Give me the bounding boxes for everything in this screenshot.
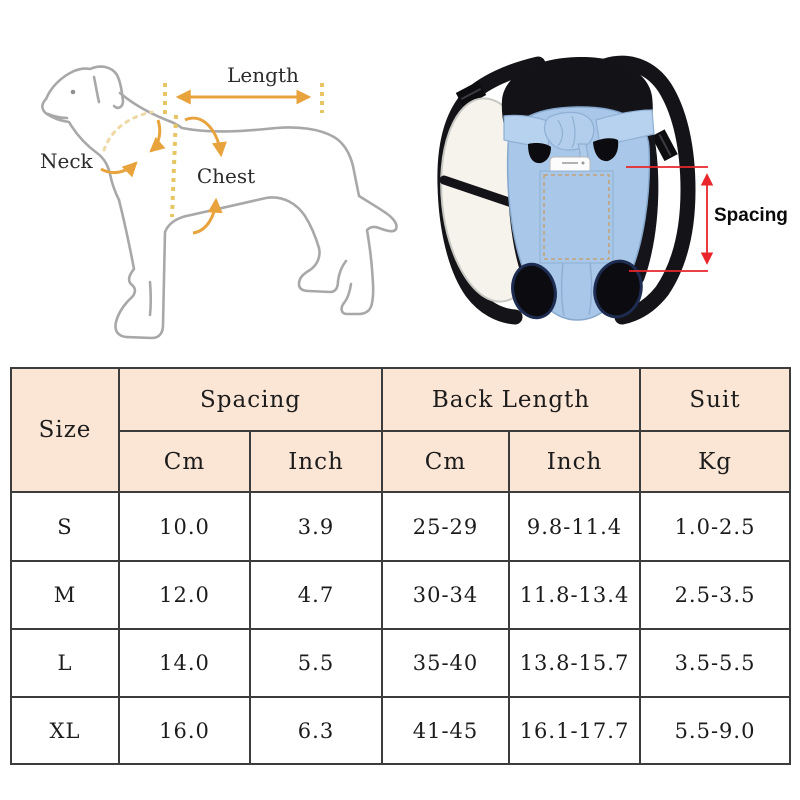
dog-ear-inner-line bbox=[94, 77, 99, 102]
table-cell: 5.5 bbox=[250, 629, 382, 697]
unit-header-spacing-cm: Cm bbox=[119, 431, 250, 492]
unit-header-back-inch: Inch bbox=[509, 431, 640, 492]
table-cell: 41-45 bbox=[382, 697, 509, 764]
col-header-size: Size bbox=[11, 368, 119, 492]
table-cell: 4.7 bbox=[250, 561, 382, 629]
neck-dotted-arc bbox=[104, 112, 152, 150]
neck-label: Neck bbox=[40, 149, 93, 173]
row-label: S bbox=[11, 492, 119, 561]
table-row-m bbox=[11, 561, 790, 629]
carrier-backpack-photo bbox=[400, 0, 800, 367]
chest-label: Chest bbox=[196, 164, 256, 188]
table-cell: 16.1-17.7 bbox=[509, 697, 640, 764]
length-measurement bbox=[165, 63, 322, 115]
col-header-back-length: Back Length bbox=[382, 368, 640, 431]
table-cell: 16.0 bbox=[119, 697, 250, 764]
chest-dashed-line bbox=[172, 115, 176, 217]
front-pocket bbox=[540, 171, 613, 263]
row-label: XL bbox=[11, 697, 119, 764]
table-cell: 3.9 bbox=[250, 492, 382, 561]
phone-camera-dot bbox=[582, 162, 585, 165]
table-row-s bbox=[11, 492, 790, 561]
unit-header-spacing-inch: Inch bbox=[250, 431, 382, 492]
table-cell: 6.3 bbox=[250, 697, 382, 764]
table-cell: 14.0 bbox=[119, 629, 250, 697]
table-cell: 5.5-9.0 bbox=[640, 697, 790, 764]
table-cell: 13.8-15.7 bbox=[509, 629, 640, 697]
table-cell: 30-34 bbox=[382, 561, 509, 629]
dog-outline bbox=[42, 67, 396, 338]
dog-inner-leg-line bbox=[150, 282, 151, 315]
length-label: Length bbox=[227, 63, 299, 87]
table-unit-header-row bbox=[11, 431, 790, 492]
chest-arrow-upper bbox=[185, 118, 221, 155]
dog-eye bbox=[71, 90, 76, 95]
neck-arrow-upper bbox=[151, 120, 160, 151]
row-label: M bbox=[11, 561, 119, 629]
table-cell: 35-40 bbox=[382, 629, 509, 697]
table-cell: 12.0 bbox=[119, 561, 250, 629]
backpack-svg bbox=[400, 0, 800, 367]
unit-header-suit-kg: Kg bbox=[640, 431, 790, 492]
table-group-header-row bbox=[11, 368, 790, 431]
table-cell: 9.8-11.4 bbox=[509, 492, 640, 561]
spacing-label: Spacing bbox=[714, 205, 788, 226]
col-header-spacing: Spacing bbox=[119, 368, 382, 431]
table-cell: 25-29 bbox=[382, 492, 509, 561]
table-cell: 2.5-3.5 bbox=[640, 561, 790, 629]
col-header-suit: Suit bbox=[640, 368, 790, 431]
unit-header-back-cm: Cm bbox=[382, 431, 509, 492]
table-cell: 10.0 bbox=[119, 492, 250, 561]
table-row-xl bbox=[11, 697, 790, 764]
row-label: L bbox=[11, 629, 119, 697]
dog-front-belly-legs bbox=[42, 99, 346, 338]
table-cell: 1.0-2.5 bbox=[640, 492, 790, 561]
table-cell: 3.5-5.5 bbox=[640, 629, 790, 697]
neck-measurement bbox=[40, 112, 160, 173]
table-row-l bbox=[11, 629, 790, 697]
chest-arrow-lower bbox=[193, 200, 216, 233]
dog-back-tail-hindleg bbox=[120, 93, 396, 314]
dog-measurement-diagram bbox=[0, 0, 400, 367]
dog-diagram-svg bbox=[0, 0, 400, 367]
size-chart-table bbox=[10, 367, 791, 765]
dog-head-ear bbox=[46, 67, 123, 108]
table-cell: 11.8-13.4 bbox=[509, 561, 640, 629]
